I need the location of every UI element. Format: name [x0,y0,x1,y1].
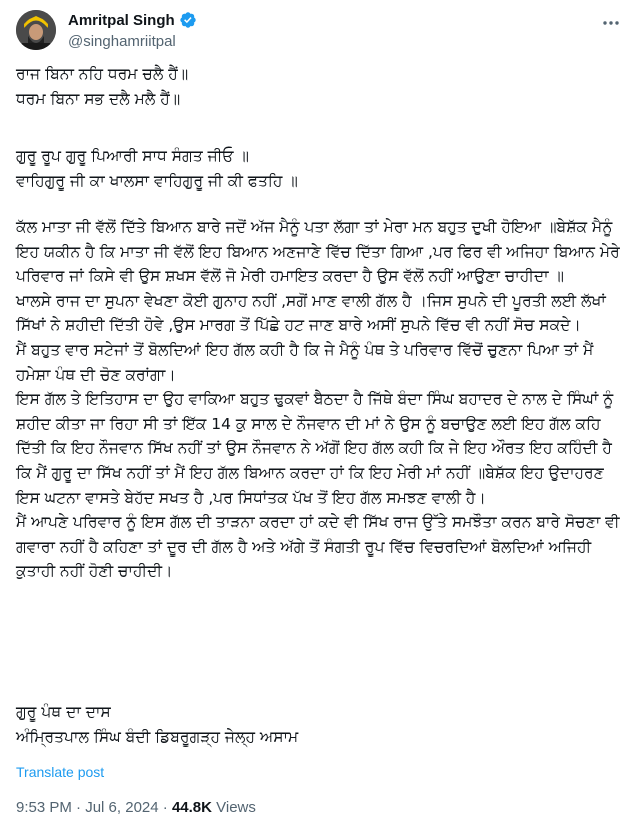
tweet-paragraph-greeting: ਗੁਰੂ ਰੂਪ ਗੁਰੂ ਪਿਆਰੀ ਸਾਧ ਸੰਗਤ ਜੀਓ ॥ ਵਾਹਿਗੁਰੂ ਜੀ ਕਾ ਖਾਲਸਾ ਵਾਹਿਗੁਰੂ ਜੀ ਕੀ ਫਤਹਿ ॥ [16,147,298,190]
tweet-paragraph-couplet: ਰਾਜ ਬਿਨਾ ਨਹਿ ਧਰਮ ਚਲੈ ਹੈਂ॥ ਧਰਮ ਬਿਨਾ ਸਭ ਦਲੈ ਮਲੈ ਹੈਂ॥ [16,65,189,108]
views-label: Views [211,799,256,816]
more-options-icon[interactable] [600,12,622,34]
more-dots-icon [601,13,621,33]
views-count: 44.8K [171,799,212,816]
tweet-paragraph-signature: ਗੁਰੂ ਪੰਥ ਦਾ ਦਾਸ ਅੰਮ੍ਰਿਤਪਾਲ ਸਿੰਘ ਬੰਦੀ ਡਿਬਰੂਗੜ੍ਹ ਜੇਲ੍ਹ ਅਸਾਮ [16,703,299,746]
tweet-meta [16,799,256,816]
translate-post-link[interactable]: Translate post [16,764,105,780]
tweet-paragraph-main: ਕੱਲ ਮਾਤਾ ਜੀ ਵੱਲੋਂ ਦਿੱਤੇ ਬਿਆਨ ਬਾਰੇ ਜਦੋਂ ਅੱਜ ਮੈਨੂੰ ਪਤਾ ਲੱਗਾ ਤਾਂ ਮੇਰਾ ਮਨ ਬਹੁਤ ਦੁਖੀ ਹੋਇਆ ॥ਬੇਸ਼ੱਕ ਮੈਨੂੰ ਇਹ ਯਕੀਨ ਹੈ ਕਿ ਮਾਤਾ ਜੀ ਵੱਲੋਂ ਇਹ ਬਿਆਨ ਅਣਜਾਣੇ ਵਿੱਚ ਦਿੱਤਾ ਗਿਆ ,ਪਰ ਫਿਰ ਵੀ ਅਜਿਹਾ ਬਿਆਨ ਮੇਰੇ ਪਰਿਵਾਰ ਜਾਂ ਕਿਸੇ ਵੀ ਉਸ ਸ਼ਖਸ ਵੱਲੋਂ ਜੋ ਮੇਰੀ ਹਮਾਇਤ ਕਰਦਾ ਹੈ ਉਸ ਵੱਲੋਂ ਨਹੀਂ ਆਉਣਾ ਚਾਹੀਦਾ ॥ ਖਾਲਸੇ ਰਾਜ ਦਾ ਸੁਪਨਾ ਵੇਖਣਾ ਕੋਈ ਗੁਨਾਹ ਨਹੀਂ ,ਸਗੋਂ ਮਾਣ ਵਾਲੀ ਗੱਲ ਹੈ ।ਜਿਸ ਸੁਪਨੇ ਦੀ ਪੂਰਤੀ ਲਈ ਲੱਖਾਂ ਸਿੱਖਾਂ ਨੇ ਸ਼ਹੀਦੀ ਦਿੱਤੀ ਹੋਵੇ ,ਉਸ ਮਾਰਗ ਤੋਂ ਪਿੱਛੇ ਹਟ ਜਾਣ ਬਾਰੇ ਅਸੀਂ ਸੁਪਨੇ ਵਿੱਚ ਵੀ ਨਹੀਂ ਸੋਚ ਸਕਦੇ। ਮੈਂ ਬਹੁਤ ਵਾਰ ਸਟੇਜਾਂ ਤੋਂ ਬੋਲਦਿਆਂ ਇਹ ਗੱਲ ਕਹੀ ਹੈ ਕਿ ਜੇ ਮੈਨੂੰ ਪੰਥ ਤੇ ਪਰਿਵਾਰ ਵਿੱਚੋਂ ਚੁਣਨਾ ਪਿਆ ਤਾਂ ਮੈਂ ਹਮੇਸ਼ਾ ਪੰਥ ਦੀ ਚੋਣ ਕਰਾਂਗਾ। ਇਸ ਗੱਲ ਤੇ ਇਤਿਹਾਸ ਦਾ ਉਹ ਵਾਕਿਆ ਬਹੁਤ ਢੁਕਵਾਂ ਬੈਠਦਾ ਹੈ ਜਿੱਥੇ ਬੰਦਾ ਸਿੰਘ ਬਹਾਦਰ ਦੇ ਨਾਲ ਦੇ ਸਿੰਘਾਂ ਨੂੰ ਸ਼ਹੀਦ ਕੀਤਾ ਜਾ ਰਿਹਾ ਸੀ ਤਾਂ ਇੱਕ 14 ਕੁ ਸਾਲ ਦੇ ਨੌਜਵਾਨ ਦੀ ਮਾਂ ਨੇ ਉਸ ਨੂੰ ਬਚਾਉਣ ਲਈ ਇਹ ਗੱਲ ਕਹਿ ਦਿੱਤੀ ਕਿ ਇਹ ਨੌਜਵਾਨ ਸਿੱਖ ਨਹੀਂ ਤਾਂ ਉਸ ਨੌਜਵਾਨ ਨੇ ਅੱਗੋਂ ਇਹ ਗੱਲ ਕਹੀ ਕਿ ਜੇ ਇਹ ਔਰਤ ਇਹ ਕਹਿੰਦੀ ਹੈ ਕਿ ਮੈਂ ਗੁਰੂ ਦਾ ਸਿੱਖ ਨਹੀਂ ਤਾਂ ਮੈਂ ਇਹ ਗੱਲ ਬਿਆਨ ਕਰਦਾ ਹਾਂ ਕਿ ਇਹ ਮੇਰੀ ਮਾਂ ਨਹੀਂ ॥ਬੇਸ਼ੱਕ ਇਹ ਉਦਾਹਰਣ ਇਸ ਘਟਨਾ ਵਾਸਤੇ ਬੇਹੱਦ ਸਖਤ ਹੈ ,ਪਰ ਸਿਧਾਂਤਕ ਪੱਖ ਤੋਂ ਇਹ ਗੱਲ ਸਮਝਣ ਵਾਲੀ ਹੈ। ਮੈਂ ਆਪਣੇ ਪਰਿਵਾਰ ਨੂੰ ਇਸ ਗੱਲ ਦੀ ਤਾੜਨਾ ਕਰਦਾ ਹਾਂ ਕਦੇ ਵੀ ਸਿੱਖ ਰਾਜ ਉੱਤੇ ਸਮਝੌਤਾ ਕਰਨ ਬਾਰੇ ਸੋਚਣਾ ਵੀ ਗਵਾਰਾ ਨਹੀਂ ਹੈ ਕਹਿਣਾ ਤਾਂ ਦੂਰ ਦੀ ਗੱਲ ਹੈ ਅਤੇ ਅੱਗੇ ਤੋਂ ਸੰਗਤੀ ਰੂਪ ਵਿੱਚ ਵਿਚਰਦਿਆਂ ਬੋਲਦਿਆਂ ਅਜਿਹੀ ਕੁਤਾਹੀ ਨਹੀਂ ਹੋਣੀ ਚਾਹੀਦੀ। [16,218,620,581]
author-handle[interactable]: @singhamriitpal [68,33,176,50]
tweet-header [16,10,624,60]
meta-separator: · [71,799,86,816]
verified-badge-icon [179,11,197,29]
avatar[interactable] [16,10,56,50]
post-time[interactable]: 9:53 PM [16,799,72,816]
author-name-row[interactable] [68,10,197,30]
meta-separator-2: · [158,799,172,816]
user-info [68,10,197,50]
avatar-image [16,10,56,50]
post-date[interactable]: Jul 6, 2024 [85,799,159,816]
author-name: Amritpal Singh [68,11,175,29]
